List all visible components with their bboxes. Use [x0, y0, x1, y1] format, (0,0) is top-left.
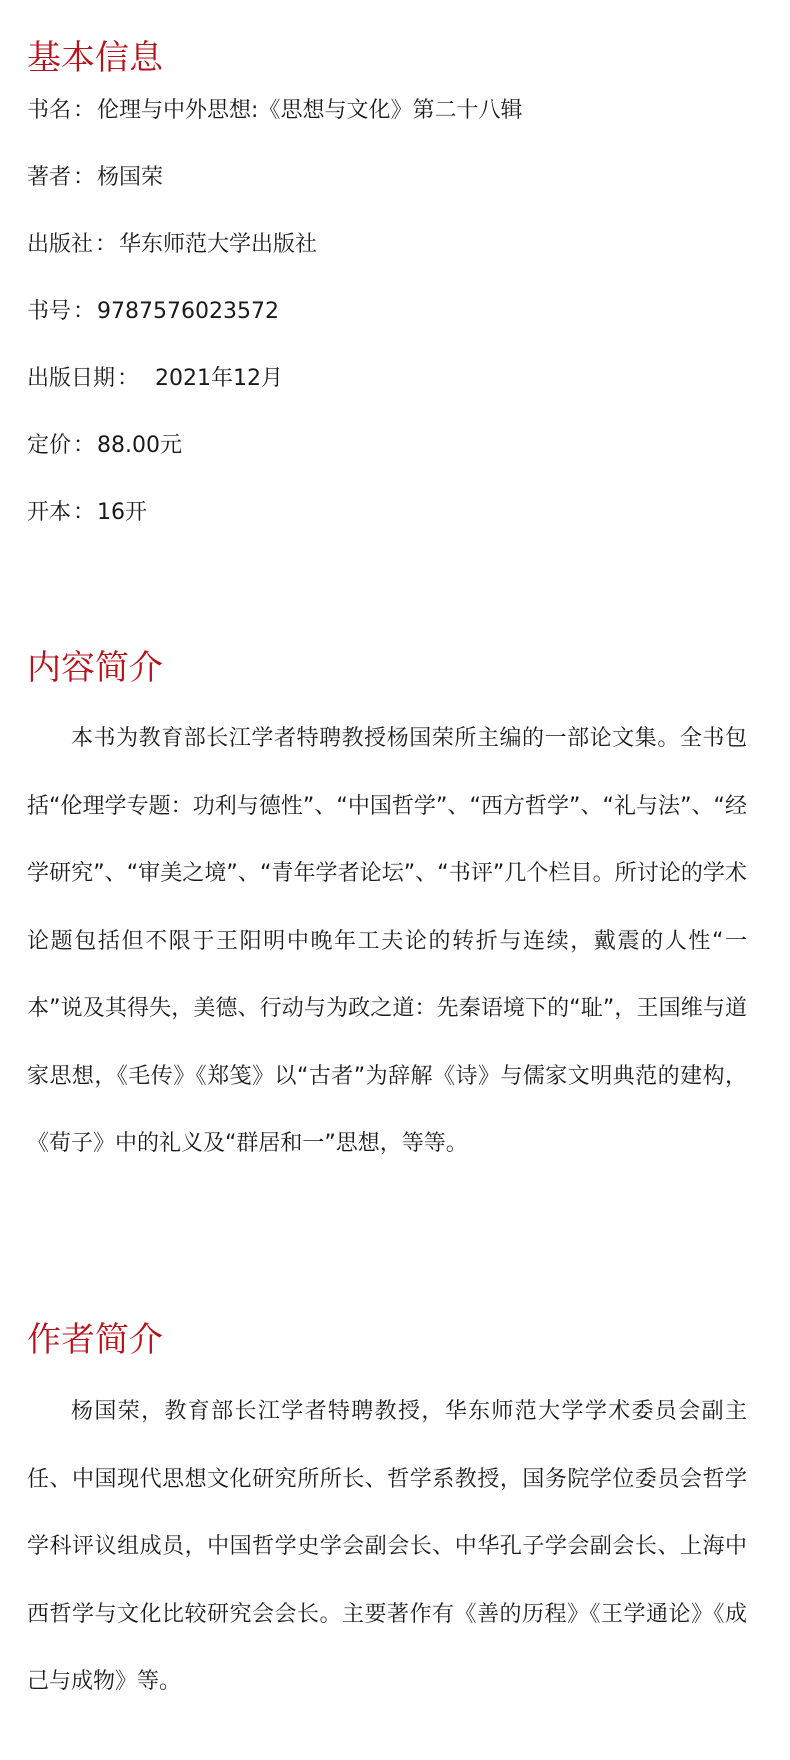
info-label: 书名: [27, 98, 72, 123]
info-value: 华东师范大学出版社: [119, 232, 318, 257]
info-value: 16开: [97, 500, 148, 525]
info-separator: ：: [73, 98, 96, 123]
info-row-author: [27, 163, 747, 230]
info-row-price: [27, 431, 747, 498]
info-row-publish-date: [27, 364, 747, 431]
author-intro-paragraph: 杨国荣，教育部长江学者特聘教授，华东师范大学学术委员会副主任、中国现代思想文化研究所所长、哲学系教授，国务院学位委员会哲学学科评议组成员，中国哲学史学会副会长、中华孔子学会副会长、上海中西哲学与文化比较研究会会长。主要著作有《善的历程》《王学通论》《成己与成物》等。: [27, 1399, 747, 1694]
info-value: 9787576023572: [97, 299, 279, 324]
info-value: 伦理与中外思想:《思想与文化》第二十八辑: [97, 98, 523, 123]
info-separator: ：: [117, 366, 140, 391]
author-intro-heading: 作者简介: [27, 1320, 163, 1360]
info-value: 杨国荣: [97, 165, 164, 190]
info-row-format: [27, 498, 747, 565]
info-separator: ：: [73, 433, 96, 458]
info-row-title: [27, 96, 747, 163]
content-intro-paragraph: 本书为教育部长江学者特聘教授杨国荣所主编的一部论文集。全书包括“伦理学专题：功利与德性”、“中国哲学”、“西方哲学”、“礼与法”、“经学研究”、“审美之境”、“青年学者论坛”、“书评”几个栏目。所讨论的学术论题包括但不限于王阳明中晚年工夫论的转折与连续，戴震的人性“一本”说及其得失，美德、行动与为政之道：先秦语境下的“耻”，王国维与道家思想，《毛传》《郑笺》以“古者”为辞解《诗》与儒家文明典范的建构，《荀子》中的礼义及“群居和一”思想，等等。: [27, 726, 747, 1156]
info-label: 出版日期: [27, 366, 116, 391]
info-label: 著者: [27, 165, 72, 190]
info-row-publisher: [27, 230, 747, 297]
info-value: 88.00元: [97, 433, 183, 458]
info-value: 2021年12月: [141, 366, 284, 391]
info-separator: ：: [95, 232, 118, 257]
info-label: 开本: [27, 500, 72, 525]
content-intro-heading: 内容简介: [27, 648, 163, 688]
info-label: 定价: [27, 433, 72, 458]
basic-info-heading: 基本信息: [27, 38, 163, 78]
info-separator: ：: [73, 165, 96, 190]
info-separator: ：: [73, 500, 96, 525]
info-separator: ：: [73, 299, 96, 324]
info-label: 书号: [27, 299, 72, 324]
info-label: 出版社: [27, 232, 94, 257]
info-row-isbn: [27, 297, 747, 364]
basic-info-list: [27, 96, 747, 565]
